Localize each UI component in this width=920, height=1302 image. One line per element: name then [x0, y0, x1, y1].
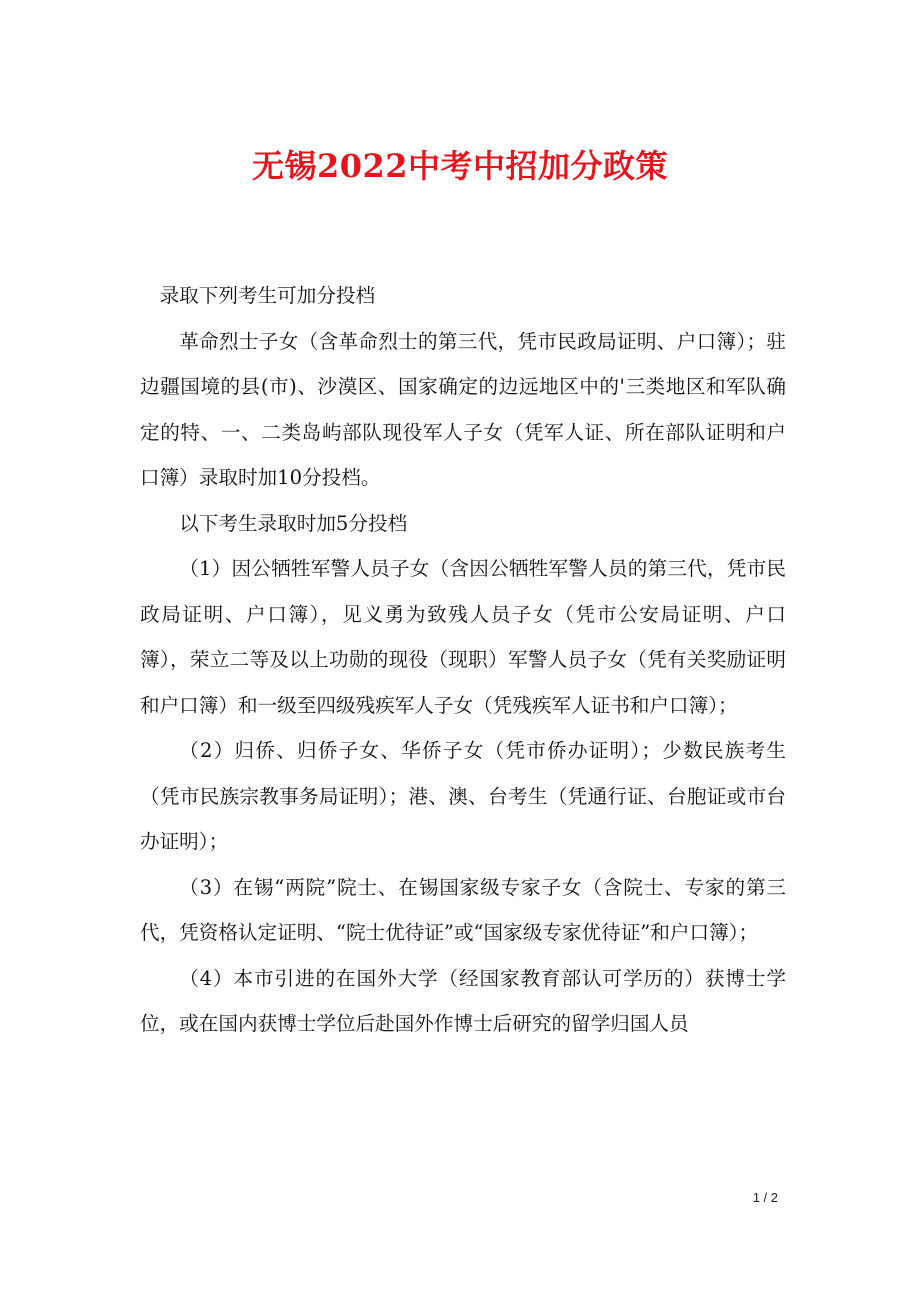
paragraph-plus-five-heading: 以下考生录取时加5分投档 [179, 511, 408, 535]
paragraph-item-4: （4）本市引进的在国外大学（经国家教育部认可学历的）获博士学位，或在国内获博士学位后赴国外作博士后研究的留学归国人员 [140, 966, 786, 1035]
paragraph-item-1: （1）因公牺牲军警人员子女（含因公牺牲军警人员的第三代，凭市民政局证明、户口簿），见义勇为致残人员子女（凭市公安局证明、户口簿），荣立二等及以上功勋的现役（现职）军警人员子女（凭有关奖励证明和户口簿）和一级至四级残疾军人子女（凭残疾军人证书和户口簿）； [140, 557, 786, 717]
paragraph-intro: 录取下列考生可加分投档 [159, 284, 376, 307]
document-body [140, 273, 786, 1047]
page-number: 1 / 2 [752, 1190, 778, 1205]
paragraph-martyr-children: 革命烈士子女（含革命烈士的第三代，凭市民政局证明、户口簿）；驻边疆国境的县(市)、沙漠区、国家确定的边远地区中的'三类地区和军队确定的特、一、二类岛屿部队现役军人子女（凭军人证、所在部队证明和户口簿）录取时加10分投档。 [140, 329, 786, 489]
paragraph-item-3: （3）在锡“两院”院士、在锡国家级专家子女（含院士、专家的第三代，凭资格认定证明、“院士优待证”或“国家级专家优待证”和户口簿）； [140, 875, 786, 944]
paragraph-item-2: （2）归侨、归侨子女、华侨子女（凭市侨办证明）；少数民族考生（凭市民族宗教事务局证明）；港、澳、台考生（凭通行证、台胞证或市台办证明）； [140, 739, 786, 853]
document-title: 无锡2022中考中招加分政策 [251, 147, 669, 185]
